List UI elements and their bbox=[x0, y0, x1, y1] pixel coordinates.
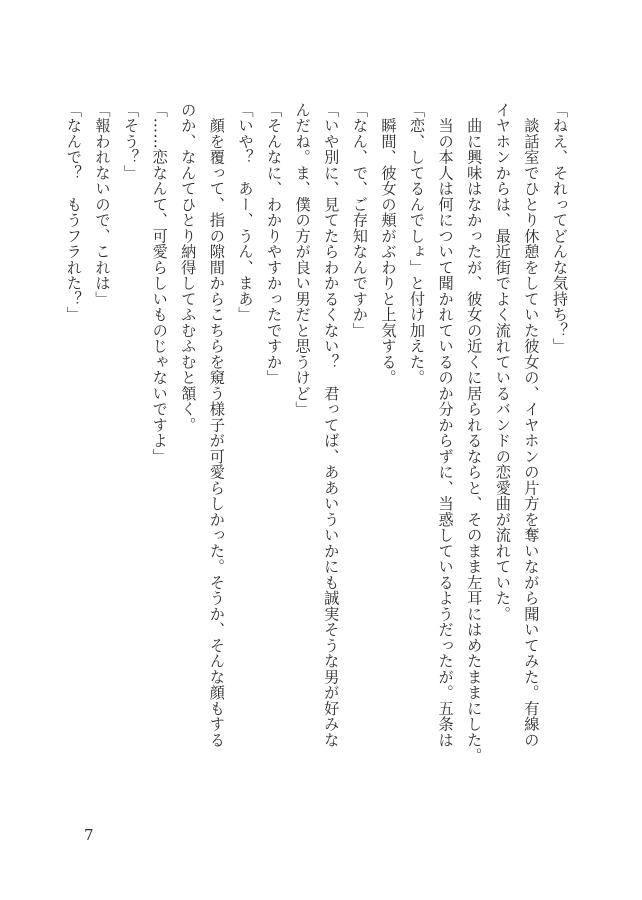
text-line: 「いや別に、見てたらわかるくない？ 君ってば、ああいういかにも誠実そうな男が好みな bbox=[322, 102, 341, 748]
text-line: 「恋、してるんでしょ」と付け加えた。 bbox=[408, 102, 427, 386]
text-line: 瞬間、彼女の頬がぶわりと上気する。 bbox=[379, 102, 398, 386]
text-line: のか、なんてひとり納得してふむふむと頷く。 bbox=[179, 102, 198, 433]
text-line: 「そんなに、わかりやすかったですか」 bbox=[265, 102, 284, 386]
text-line: 「……恋なんて、可愛らしいものじゃないですよ」 bbox=[150, 102, 169, 465]
text-line: 「報われないので、これは」 bbox=[93, 102, 112, 307]
text-line: 談話室でひとり休憩をしていた彼女の、イヤホンの片方を奪いながら聞いてみた。有線の bbox=[522, 102, 541, 748]
text-line: 「そう？」 bbox=[122, 102, 141, 181]
text-line: んだね。ま、僕の方が良い男だと思うけど」 bbox=[293, 102, 312, 417]
text-line: 「なん、で、ご存知なんですか」 bbox=[350, 102, 369, 339]
page-number: 7 bbox=[84, 826, 94, 844]
text-line: 「ねえ、それってどんな気持ち？」 bbox=[551, 102, 569, 354]
text-line: イヤホンからは、最近街でよく流れているバンドの恋愛曲が流れていた。 bbox=[493, 102, 512, 622]
text-line: 「いや？ あー、うん、まあ」 bbox=[236, 102, 255, 323]
text-line: 「なんで？ もうフラれた？」 bbox=[64, 102, 83, 323]
text-line: 当の本人は何について聞かれているのか分からずに、当惑しているようだったが。五条は bbox=[436, 102, 455, 748]
vertical-text-body bbox=[64, 102, 574, 792]
text-line: 曲に興味はなかったが、彼女の近くに居られるならと、そのまま左耳にはめたままにした。 bbox=[465, 102, 484, 764]
text-line: 顔を覆って、指の隙間からこちらを窺う様子が可愛らしかった。そうか、そんな顔もする bbox=[207, 102, 226, 748]
